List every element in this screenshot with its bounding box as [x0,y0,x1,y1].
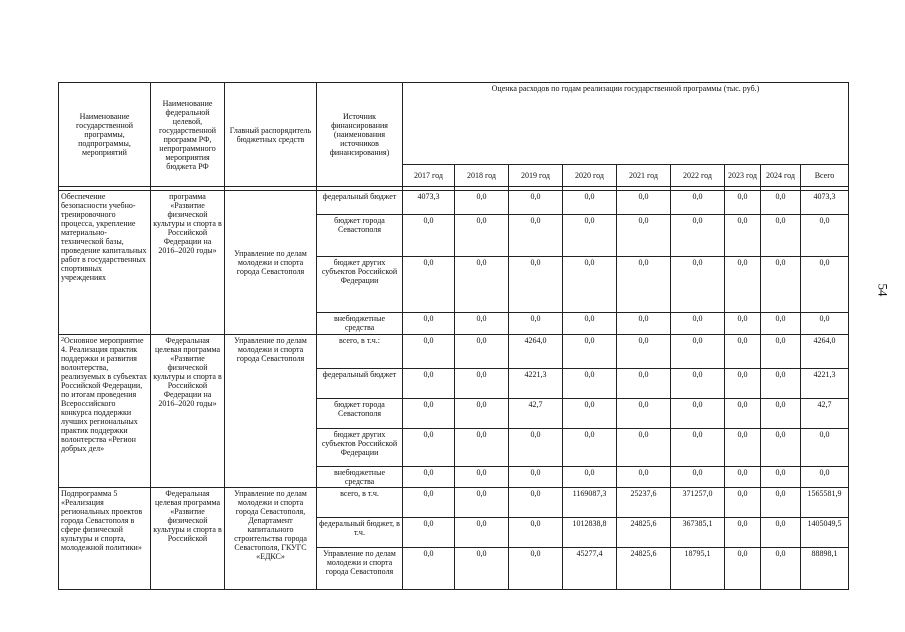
value-cell: 0,0 [509,257,563,313]
year-header: 2017 год [403,165,455,187]
section-federal-program: Федеральная целевая программа «Развитие физической культуры и спорта в Российской [151,488,225,590]
value-cell: 0,0 [761,429,801,467]
funding-source: бюджет города Севастополя [317,399,403,429]
value-cell: 0,0 [761,467,801,488]
value-cell: 0,0 [671,335,725,369]
value-cell: 88898,1 [801,548,849,590]
value-cell: 0,0 [455,191,509,215]
value-cell: 0,0 [509,467,563,488]
value-cell: 4264,0 [509,335,563,369]
value-cell: 0,0 [563,191,617,215]
value-cell: 0,0 [671,369,725,399]
page-number: 54 [875,283,891,297]
section-name [59,488,151,590]
value-cell: 4073,3 [403,191,455,215]
funding-source: всего, в т.ч. [317,488,403,518]
value-cell: 0,0 [725,429,761,467]
value-cell: 0,0 [455,257,509,313]
value-cell: 0,0 [563,313,617,335]
value-cell: 0,0 [617,335,671,369]
value-cell: 0,0 [563,257,617,313]
value-cell: 0,0 [761,215,801,257]
value-cell: 0,0 [671,257,725,313]
value-cell: 0,0 [563,369,617,399]
value-cell: 0,0 [617,467,671,488]
value-cell: 0,0 [671,399,725,429]
year-header: 2024 год [761,165,801,187]
year-header: 2023 год [725,165,761,187]
header-federal: Наименование федеральной целевой, государственной программ РФ, непрограммного мероприятия бюджета РФ [151,83,225,187]
value-cell: 0,0 [403,399,455,429]
section-name-text: Обеспечение безопасности учебно-тренировочного процесса, укрепление материально-технической базы, проведение капитальных работ в государственных спортивных учреждениях [61,192,147,282]
section-manager: Управление по делам молодежи и спорта города Севастополя [225,191,317,335]
funding-source: федеральный бюджет, в т.ч. [317,518,403,548]
value-cell: 0,0 [563,467,617,488]
value-cell: 0,0 [509,548,563,590]
value-cell: 0,0 [617,313,671,335]
value-cell: 0,0 [725,399,761,429]
value-cell: 25237,6 [617,488,671,518]
section-federal-program: программа «Развитие физической культуры и спорта в Российской Федерации на 2016–2020 годы» [151,191,225,335]
value-cell: 0,0 [761,191,801,215]
value-cell: 0,0 [725,335,761,369]
year-header: Всего [801,165,849,187]
table-row [59,335,849,369]
value-cell: 0,0 [725,257,761,313]
value-cell: 42,7 [509,399,563,429]
header-row [59,83,849,165]
value-cell: 0,0 [455,399,509,429]
value-cell: 0,0 [455,335,509,369]
value-cell: 0,0 [455,518,509,548]
value-cell: 0,0 [455,215,509,257]
table-row [59,191,849,215]
value-cell: 0,0 [509,313,563,335]
value-cell: 1012838,8 [563,518,617,548]
value-cell: 0,0 [403,467,455,488]
value-cell: 0,0 [403,488,455,518]
value-cell: 4221,3 [509,369,563,399]
funding-source: внебюджетные средства [317,313,403,335]
year-header: 2019 год [509,165,563,187]
value-cell: 4264,0 [801,335,849,369]
header-name: Наименование государственной программы, подпрограммы, мероприятий [59,83,151,187]
year-header: 2021 год [617,165,671,187]
value-cell: 0,0 [455,369,509,399]
value-cell: 0,0 [671,467,725,488]
value-cell: 0,0 [509,488,563,518]
value-cell: 0,0 [403,335,455,369]
value-cell: 0,0 [761,488,801,518]
value-cell: 0,0 [725,215,761,257]
value-cell: 0,0 [725,467,761,488]
value-cell: 0,0 [403,257,455,313]
section-name [59,191,151,335]
section-name-text: Основное мероприятие 4. Реализация практик поддержки и развития волонтерства, реализуемых в субъектах Российской Федерации, по итогам проведения Всероссийского конкурса поддержки лучших региональных практик поддержки волонтерства «Регион добрых дел» [61,336,148,453]
value-cell: 0,0 [617,429,671,467]
value-cell: 4073,3 [801,191,849,215]
value-cell: 0,0 [617,257,671,313]
value-cell: 0,0 [761,335,801,369]
value-cell: 0,0 [761,548,801,590]
value-cell: 1169087,3 [563,488,617,518]
value-cell: 371257,0 [671,488,725,518]
value-cell: 0,0 [801,429,849,467]
table-row [59,488,849,518]
funding-source: федеральный бюджет [317,369,403,399]
value-cell: 0,0 [725,548,761,590]
value-cell: 4221,3 [801,369,849,399]
value-cell: 1565581,9 [801,488,849,518]
budget-table [58,82,849,590]
value-cell: 0,0 [617,369,671,399]
value-cell: 0,0 [761,399,801,429]
value-cell: 0,0 [671,313,725,335]
value-cell: 0,0 [509,191,563,215]
value-cell: 0,0 [509,215,563,257]
section-federal-program: Федеральная целевая программа «Развитие физической культуры и спорта в Российской Федерации на 2016–2020 годы» [151,335,225,488]
value-cell: 0,0 [563,399,617,429]
value-cell: 0,0 [563,335,617,369]
funding-source: бюджет города Севастополя [317,215,403,257]
value-cell: 0,0 [761,313,801,335]
section-name-text: Подпрограмма 5 «Реализация региональных проектов города Севастополя в сфере физической культуры и спорта, молодежной политики» [61,489,143,552]
value-cell: 0,0 [725,313,761,335]
value-cell: 0,0 [801,257,849,313]
year-header: 2022 год [671,165,725,187]
value-cell: 0,0 [801,215,849,257]
value-cell: 0,0 [455,467,509,488]
value-cell: 0,0 [671,215,725,257]
value-cell: 0,0 [563,429,617,467]
value-cell: 0,0 [617,191,671,215]
value-cell: 0,0 [761,369,801,399]
header-source: Источник финансирования (наименования источников финансирования) [317,83,403,187]
section-manager: Управление по делам молодежи и спорта города Севастополя, Департамент капитального строительства города Севастополя, ГКУГС «ЕДКС» [225,488,317,590]
value-cell: 0,0 [403,548,455,590]
value-cell: 0,0 [403,429,455,467]
value-cell: 0,0 [403,369,455,399]
value-cell: 0,0 [455,548,509,590]
funding-source: Управление по делам молодежи и спорта города Севастополя [317,548,403,590]
value-cell: 0,0 [617,399,671,429]
value-cell: 367385,1 [671,518,725,548]
value-cell: 0,0 [761,518,801,548]
value-cell: 0,0 [563,215,617,257]
value-cell: 0,0 [725,191,761,215]
value-cell: 0,0 [671,191,725,215]
funding-source: всего, в т.ч.: [317,335,403,369]
value-cell: 0,0 [509,429,563,467]
value-cell: 0,0 [671,429,725,467]
value-cell: 0,0 [403,518,455,548]
value-cell: 0,0 [725,488,761,518]
funding-source: внебюджетные средства [317,467,403,488]
value-cell: 18795,1 [671,548,725,590]
value-cell: 24825,6 [617,548,671,590]
value-cell: 0,0 [455,488,509,518]
year-header: 2018 год [455,165,509,187]
value-cell: 0,0 [455,429,509,467]
header-manager: Главный распорядитель бюджетных средств [225,83,317,187]
value-cell: 1405049,5 [801,518,849,548]
value-cell: 0,0 [403,215,455,257]
value-cell: 0,0 [725,369,761,399]
funding-source: федеральный бюджет [317,191,403,215]
value-cell: 45277,4 [563,548,617,590]
value-cell: 0,0 [403,313,455,335]
section-name [59,335,151,488]
value-cell: 42,7 [801,399,849,429]
value-cell: 0,0 [455,313,509,335]
value-cell: 0,0 [725,518,761,548]
value-cell: 0,0 [801,467,849,488]
year-header: 2020 год [563,165,617,187]
value-cell: 0,0 [761,257,801,313]
footnote-marker: 2 [61,337,64,343]
value-cell: 0,0 [509,518,563,548]
header-estimate: Оценка расходов по годам реализации государственной программы (тыс. руб.) [403,83,849,165]
value-cell: 24825,6 [617,518,671,548]
value-cell: 0,0 [801,313,849,335]
section-manager: Управление по делам молодежи и спорта города Севастополя [225,335,317,488]
funding-source: бюджет других субъектов Российской Федерации [317,257,403,313]
value-cell: 0,0 [617,215,671,257]
funding-source: бюджет других субъектов Российской Федерации [317,429,403,467]
